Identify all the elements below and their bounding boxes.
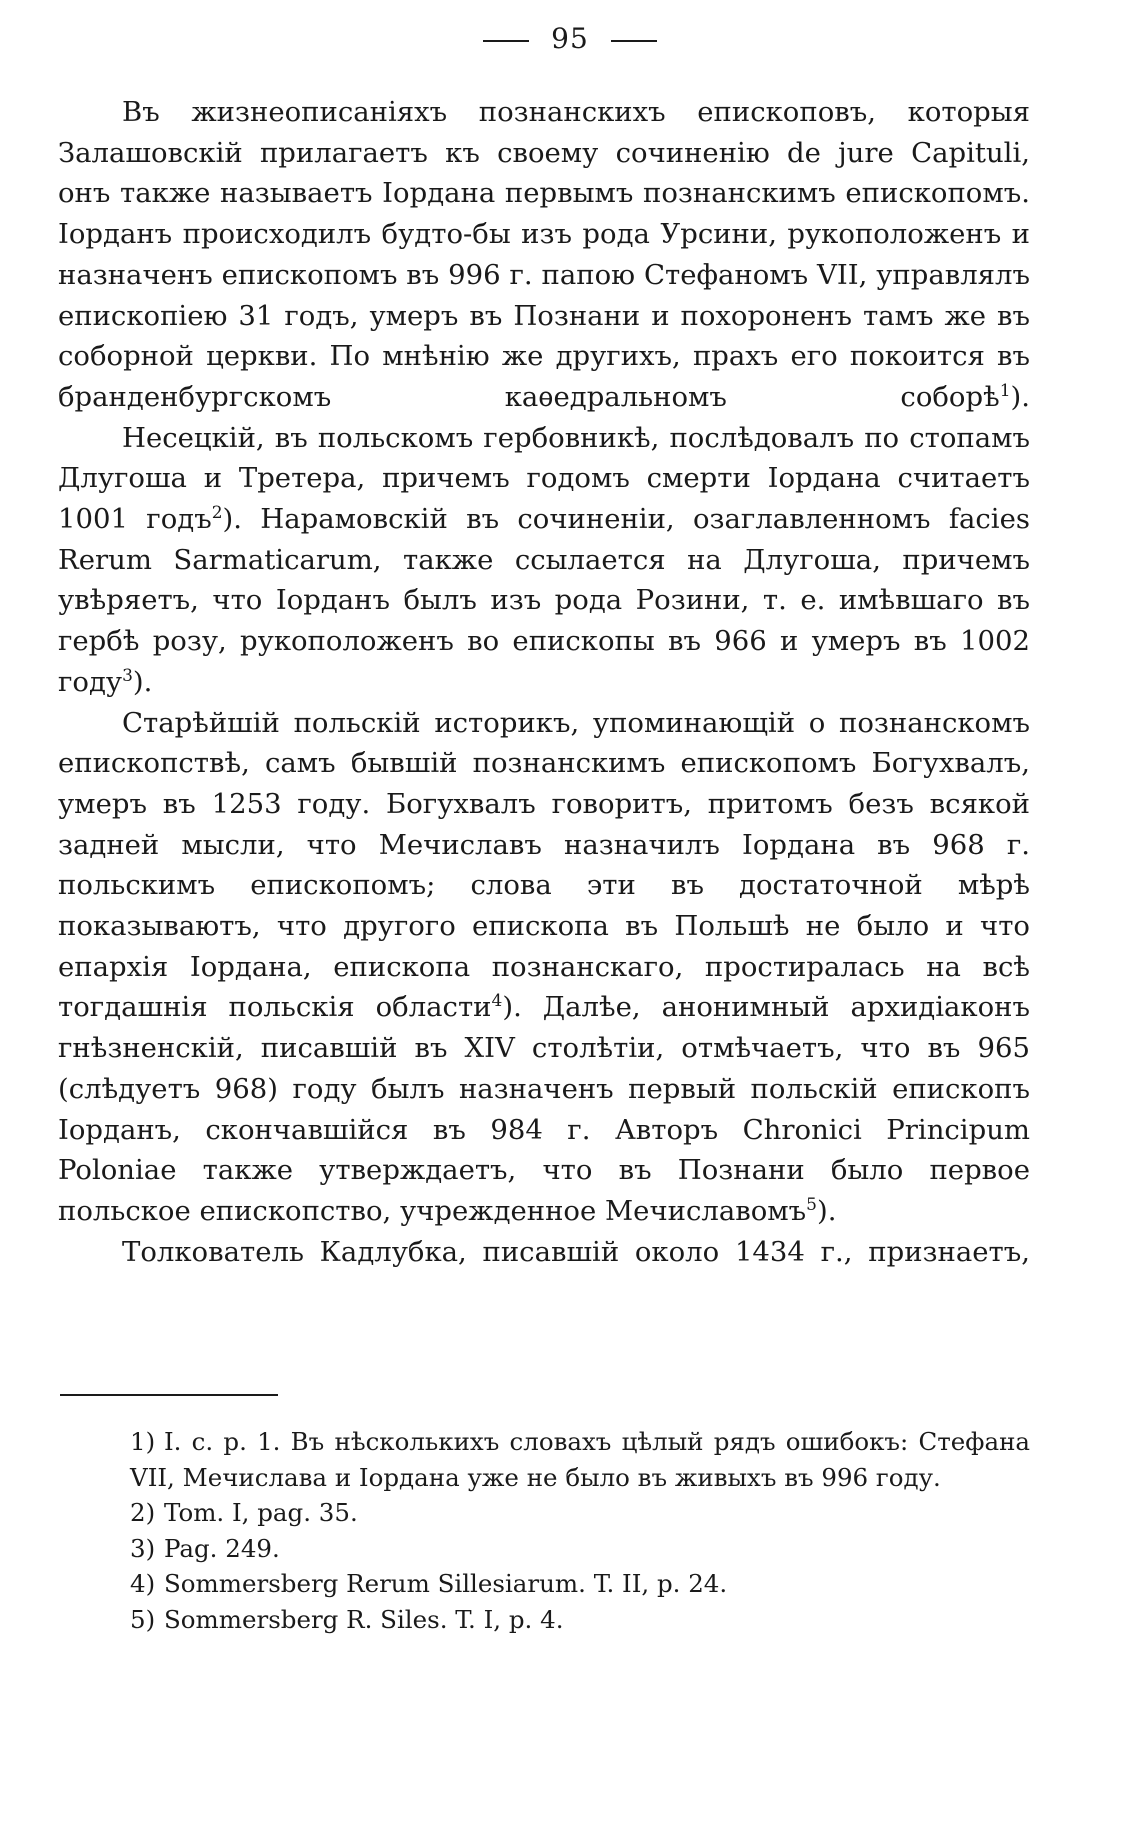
footnote-3	[58, 1531, 1030, 1567]
footnotes	[58, 1424, 1030, 1637]
paragraph-3-text: Старѣйшій польскій историкъ, упоминающій о познанскомъ епископствѣ, самъ бывшій познанскимъ епископомъ Богухвалъ, умеръ въ 1253 году. Богухвалъ говоритъ, притомъ безъ всякой задней мысли, что Мечиславъ назначилъ Іордана въ 968 г. польскимъ епископомъ; слова эти въ достаточной мѣрѣ показываютъ, что другого епископа въ Польшѣ не было и что епархія Іордана, епископа познанскаго, простиралась на всѣ тогдашнія польскія области	[58, 706, 1030, 1024]
footnote-mark-2: 2)	[130, 1498, 156, 1527]
footnote-mark-1: 1)	[130, 1427, 156, 1456]
footnote-4	[58, 1566, 1030, 1602]
footnote-text-2: Tom. I, pag. 35.	[164, 1498, 358, 1527]
footnote-ref-4: 4	[491, 991, 503, 1012]
paragraph-1	[58, 92, 1030, 418]
footnote-mark-3: 3)	[130, 1533, 156, 1563]
paragraph-1-tail: )	[1010, 380, 1022, 413]
footnote-ref-2: 2	[211, 502, 223, 523]
paragraph-2	[58, 418, 1030, 703]
footnote-ref-3: 3	[122, 665, 133, 686]
footnote-text-4: Sommersberg Rerum Sillesiarum. T. II, p. 24.	[164, 1569, 728, 1598]
page-number: 95	[551, 22, 589, 55]
paragraph-2-end: ).	[132, 665, 153, 698]
paragraph-3	[58, 703, 1030, 1232]
footnote-ref-5: 5	[806, 1194, 817, 1215]
paragraph-1-text: Въ жизнеописаніяхъ познанскихъ епископовъ, которыя Залашовскій прилагаетъ къ своему сочиненію de jure Capituli, онъ также называетъ Іордана первымъ познанскимъ епископомъ. Іорданъ происходилъ будто-бы изъ рода Урсини, рукоположенъ и назначенъ епископомъ въ 996 г. папою Стефаномъ VII, управлялъ епископіею 31 годъ, умеръ въ Познани и похороненъ тамъ же въ соборной церкви. По мнѣнію же другихъ, прахъ его покоится въ бранденбургскомъ каѳедральномъ соборѣ	[58, 96, 1030, 413]
page-header	[0, 22, 1140, 55]
footnote-mark-4: 4)	[130, 1569, 156, 1598]
header-dash-left	[483, 40, 529, 42]
paragraph-1-end: .	[1021, 380, 1030, 413]
paragraph-2-text: Несецкій, въ польскомъ гербовникѣ, послѣдовалъ по стопамъ Длугоша и Третера, причемъ годомъ смерти Іордана считаетъ 1001 годъ	[58, 421, 1030, 536]
paragraph-2-continue: ). Нарамовскій въ сочиненіи, озаглавленномъ facies Rerum Sarmaticarum, также ссылается на Длугоша, причемъ увѣряетъ, что Іорданъ былъ изъ рода Розини, т. е. имѣвшаго въ гербѣ розу, рукоположенъ во епископы въ 966 и умеръ въ 1002 году	[58, 503, 1030, 698]
paragraph-3-end: ).	[816, 1194, 837, 1227]
footnote-text-3: Pag. 249.	[164, 1533, 280, 1563]
footnote-mark-5: 5)	[130, 1604, 156, 1634]
paragraph-4-text: Толкователь Кадлубка, писавшій около 1434 г., признаетъ,	[122, 1235, 1030, 1268]
footnote-text-1: I. c. p. 1. Въ нѣсколькихъ словахъ цѣлый рядъ ошибокъ: Стефана VII, Мечислава и Іордана уже не было въ живыхъ въ 996 году.	[130, 1427, 1030, 1492]
footnote-ref-1: 1	[999, 380, 1011, 401]
paragraph-4	[58, 1232, 1030, 1273]
footnote-5	[58, 1602, 1030, 1638]
paragraph-3-continue: ). Далѣе, анонимный архидіаконъ гнѣзненскій, писавшій въ XIV столѣтіи, отмѣчаетъ, что въ 965 (слѣдуетъ 968) году былъ назначенъ первый польскій епископъ Іорданъ, скончавшійся въ 984 г. Авторъ Chronici Principum Poloniae также утверждаетъ, что въ Познани было первое польское епископство, учрежденное Мечиславомъ	[58, 991, 1031, 1227]
footnote-separator	[60, 1394, 278, 1396]
footnote-2	[58, 1495, 1030, 1531]
footnote-text-5: Sommersberg R. Siles. T. I, p. 4.	[164, 1604, 564, 1634]
footnote-1	[58, 1424, 1030, 1495]
header-dash-right	[611, 40, 657, 42]
main-text	[58, 92, 1030, 1272]
